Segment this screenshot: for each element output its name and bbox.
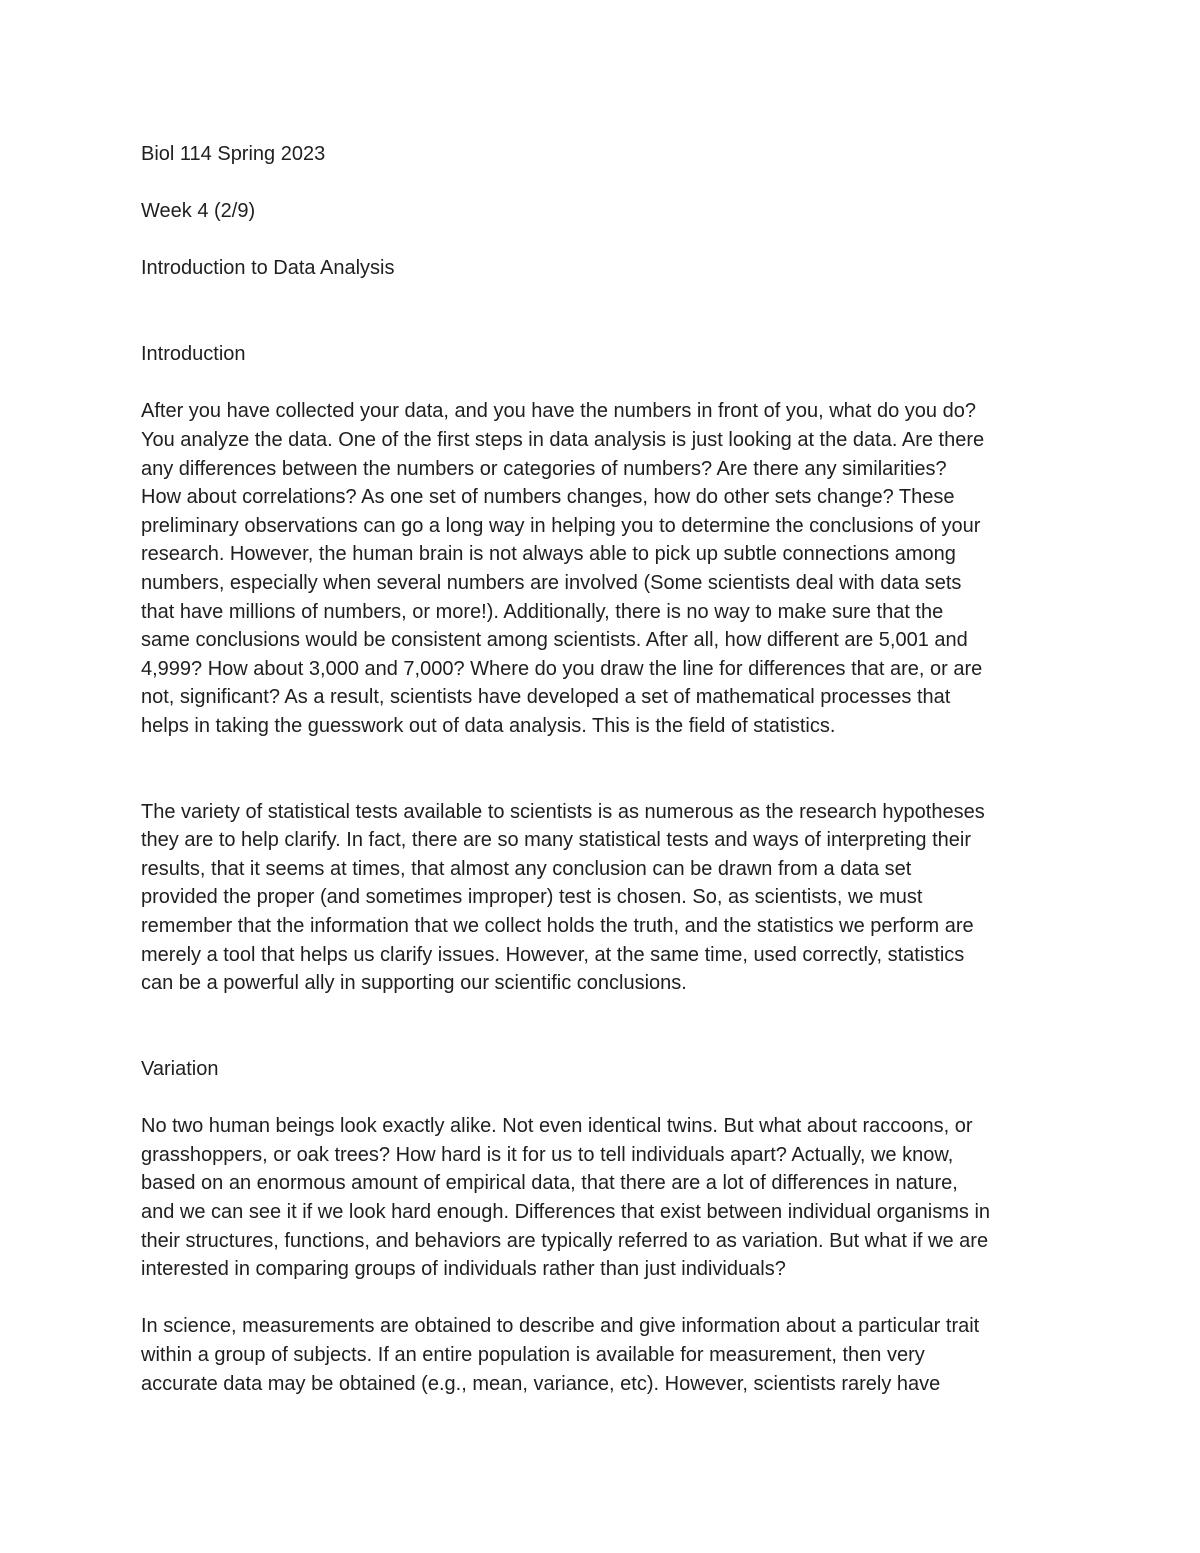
spacer [141,1084,1066,1113]
paragraph-line: helps in taking the guesswork out of data analysis. This is the field of statistics. [141,714,836,737]
paragraph-line: that have millions of numbers, or more!). Additionally, there is no way to make sure that the [141,600,944,623]
paragraph-line: their structures, functions, and behaviors are typically referred to as variation. But what if we are [141,1229,989,1252]
paragraph-line: and we can see it if we look hard enough. Differences that exist between individual organisms in [141,1200,991,1223]
paragraph-line: accurate data may be obtained (e.g., mean, variance, etc). However, scientists rarely have [141,1372,941,1395]
document-page [141,140,1066,1398]
paragraph [141,397,1066,740]
paragraph-line: research. However, the human brain is not always able to pick up subtle connections among [141,543,956,566]
paragraph [141,1312,1066,1398]
spacer [141,1284,1066,1313]
paragraph-line: merely a tool that helps us clarify issues. However, at the same time, used correctly, statistics [141,943,965,966]
document-title: Introduction to Data Analysis [141,257,395,280]
paragraph-line: within a group of subjects. If an entire population is available for measurement, then very [141,1343,925,1366]
week-label: Week 4 (2/9) [141,200,256,223]
paragraph-line: they are to help clarify. In fact, there are so many statistical tests and ways of interpreting their [141,829,972,852]
paragraph-line: provided the proper (and sometimes improper) test is chosen. So, as scientists, we must [141,886,923,909]
spacer [141,169,1066,198]
spacer [141,998,1066,1055]
paragraph-line: numbers, especially when several numbers are involved (Some scientists deal with data sets [141,571,962,594]
paragraph-line: interested in comparing groups of individuals rather than just individuals? [141,1258,786,1281]
section-heading-introduction: Introduction [141,343,246,366]
paragraph-line: 4,999? How about 3,000 and 7,000? Where do you draw the line for differences that are, or are [141,657,983,680]
paragraph-line: After you have collected your data, and you have the numbers in front of you, what do you do? [141,400,976,423]
paragraph-line: same conclusions would be consistent among scientists. After all, how different are 5,001 and [141,629,968,652]
paragraph [141,1112,1066,1284]
paragraph [141,798,1066,998]
section-heading-variation: Variation [141,1058,219,1080]
paragraph-line: can be a powerful ally in supporting our scientific conclusions. [141,972,687,995]
paragraph-line: preliminary observations can go a long way in helping you to determine the conclusions of your [141,514,981,537]
paragraph-line: In science, measurements are obtained to describe and give information about a particular trait [141,1315,980,1338]
spacer [141,369,1066,398]
spacer [141,283,1066,340]
paragraph-line: How about correlations? As one set of numbers changes, how do other sets change? These [141,486,955,509]
spacer [141,226,1066,255]
paragraph-line: any differences between the numbers or categories of numbers? Are there any similarities? [141,457,947,480]
paragraph-line: based on an enormous amount of empirical data, that there are a lot of differences in nature, [141,1172,958,1195]
paragraph-line: The variety of statistical tests available to scientists is as numerous as the research hypotheses [141,800,985,823]
spacer [141,740,1066,797]
paragraph-line: No two human beings look exactly alike. Not even identical twins. But what about raccoons, or [141,1115,973,1138]
paragraph-line: grasshoppers, or oak trees? How hard is it for us to tell individuals apart? Actually, we know, [141,1143,954,1166]
paragraph-line: results, that it seems at times, that almost any conclusion can be drawn from a data set [141,857,912,880]
paragraph-line: remember that the information that we collect holds the truth, and the statistics we perform are [141,915,974,938]
paragraph-line: You analyze the data. One of the first steps in data analysis is just looking at the data. Are there [141,428,985,451]
paragraph-line: not, significant? As a result, scientists have developed a set of mathematical processes that [141,686,951,709]
course-title: Biol 114 Spring 2023 [141,143,326,165]
